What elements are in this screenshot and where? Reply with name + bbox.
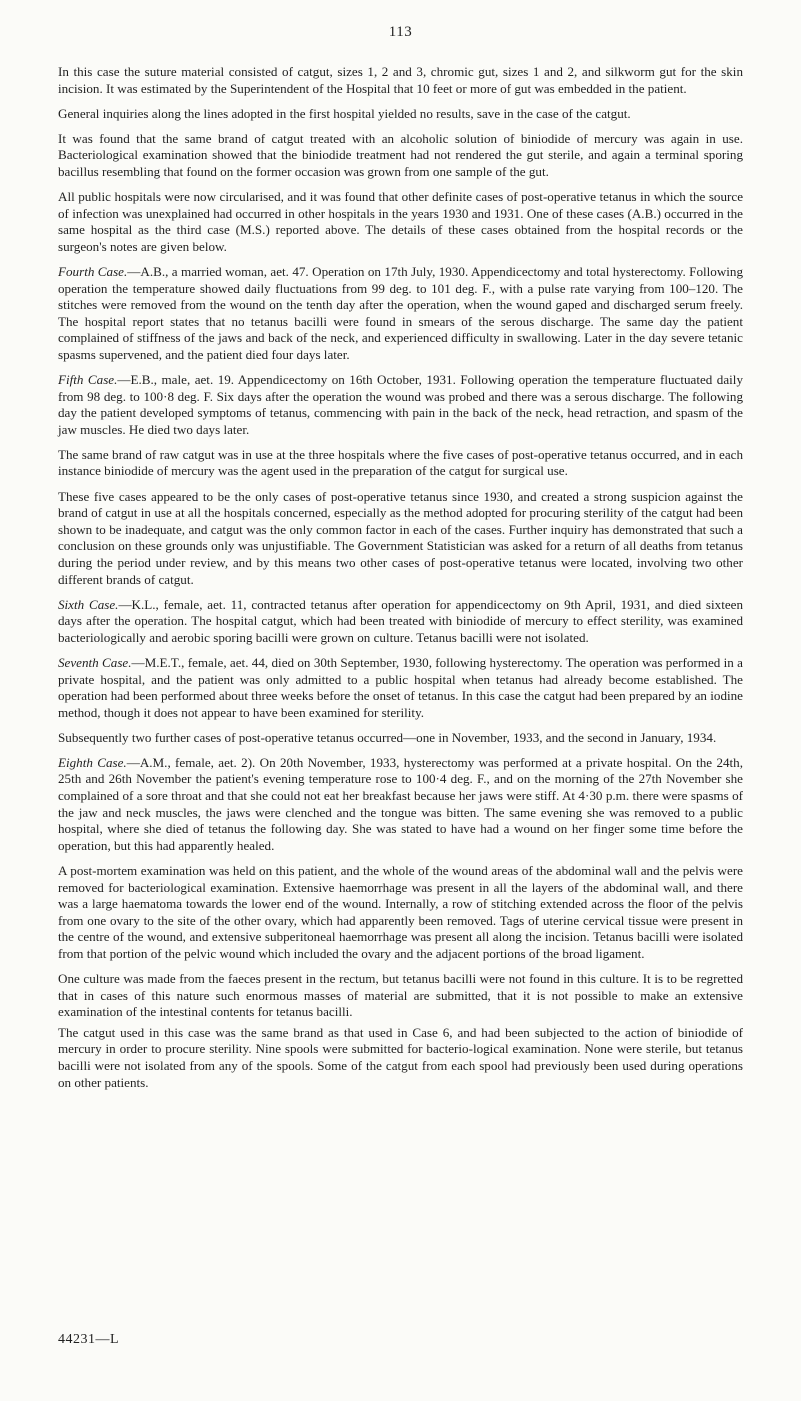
paragraph: [58, 372, 743, 438]
paragraph: [58, 189, 743, 255]
case-heading: Fourth Case.: [58, 263, 128, 279]
paragraph: [58, 971, 743, 1021]
paragraph-text: It was found that the same brand of catgut treated with an alcoholic solution of biniodide of mercury was again in use. Bacteriological examination showed that the biniodide treatment had not rendered the gut sterile, and again a terminal sporing bacillus resembling that found on the former occasion was grown from one sample of the gut.: [58, 130, 743, 179]
paragraph: [58, 755, 743, 855]
paragraph-text: A post-mortem examination was held on this patient, and the whole of the wound areas of the abdominal wall and the pelvis were removed for bacteriological examination. Extensive haemorrhage was present in all the layers of the abdominal wall, and there was a large haematoma towards the lower end of the wound. Internally, a row of stitching extended across the floor of the pelvis from one ovary to the site of the other ovary, which had apparently been removed. Tags of uterine cervical tissue were present in the centre of the wound, and extensive subperitoneal haemorrhage was present all along the incision. Tetanus bacilli were isolated from that portion of the pelvic wound which included the ovary and the adjacent portions of the broad ligament.: [58, 862, 743, 961]
paragraph-text: —A.B., a married woman, aet. 47. Operation on 17th July, 1930. Appendicectomy and total hysterectomy. Following operation the temperature showed daily fluctuations from 99 deg. to 101 deg. F., with a pulse rate varying from 100–120. The stitches were removed from the wound on the tenth day after the operation, when the wound gaped and discharged serum freely. The hospital report states that no tetanus bacilli were found in smears of the serous discharge. The same day the patient complained of stiffness of the jaws and back of the neck, and experienced difficulty in swallowing. Later in the day severe tetanic spasms supervened, and the patient died four days later.: [58, 263, 744, 362]
paragraph-text: —M.E.T., female, aet. 44, died on 30th September, 1930, following hysterectomy. The operation was performed in a private hospital, and the patient was only admitted to a public hospital when tetanus had already become established. The operation had been performed about three weeks before the onset of tetanus. In this case the catgut had been prepared by an iodine method, though it does not appear to have been examined for sterility.: [58, 654, 743, 720]
paragraph: [58, 447, 743, 480]
paragraph: [58, 597, 743, 647]
paragraph: [58, 131, 743, 181]
paragraph-text: The catgut used in this case was the same brand as that used in Case 6, and had been subjected to the action of biniodide of mercury in order to procure sterility. Nine spools were submitted for bacterio-logical examination. None were sterile, but tetanus bacilli were not isolated from any of the spools. Some of the catgut from each spool had previously been used during operations on other patients.: [58, 1024, 743, 1090]
case-heading: Eighth Case.: [58, 754, 127, 770]
paragraph-text: All public hospitals were now circularised, and it was found that other definite cases of post-operative tetanus in which the source of infection was unexplained had occurred in other hospitals in the years 1930 and 1931. One of these cases (A.B.) occurred in the same hospital as the third case (M.S.) reported above. The details of these cases obtained from the hospital records or the surgeon's notes are given below.: [58, 189, 743, 254]
paragraph: [58, 1025, 743, 1091]
paragraph: [58, 264, 743, 364]
case-heading: Fifth Case.: [58, 372, 118, 387]
page-number: 113: [388, 24, 413, 40]
paragraph: [58, 730, 743, 747]
case-heading: Sixth Case.: [58, 596, 119, 612]
case-heading: Seventh Case.: [58, 654, 132, 670]
paragraph-text: —E.B., male, aet. 19. Appendicectomy on 16th October, 1931. Following operation the temperature fluctuated daily from 98 deg. to 100·8 deg. F. Six days after the operation the wound was probed and there was a serous discharge. The following day the patient developed symptoms of tetanus, commencing with pain in the back of the neck, head retraction, and spasm of the jaw muscles. He died two days later.: [58, 372, 743, 437]
paragraph-text: In this case the suture material consisted of catgut, sizes 1, 2 and 3, chromic gut, sizes 1 and 2, and silkworm gut for the skin incision. It was estimated by the Superintendent of the Hospital that 10 feet or more of gut was embedded in the patient.: [58, 64, 743, 96]
paragraph: [58, 655, 743, 721]
body-text: [58, 64, 743, 1100]
paragraph-text: —K.L., female, aet. 11, contracted tetanus after operation for appendicectomy on 9th April, 1931, and died sixteen days after the operation. The hospital catgut, which had been treated with biniodide of mercury to effect sterility, was examined bacteriologically and aerobic sporing bacilli were grown on culture. Tetanus bacilli were not isolated.: [58, 596, 744, 645]
paragraph: [58, 863, 743, 963]
paragraph-text: General inquiries along the lines adopted in the first hospital yielded no results, save in the case of the catgut.: [58, 105, 631, 121]
paragraph-text: These five cases appeared to be the only cases of post-operative tetanus since 1930, and created a strong suspicion against the brand of catgut in use at all the hospitals concerned, especially as the method adopted for procuring sterility of the catgut had been shown to be inadequate, and catgut was the only common factor in each of the cases. Further inquiry has demonstrated that such a conclusion on these grounds only was unjustifiable. The Government Statistician was asked for a return of all deaths from tetanus during the period under review, and by this means two other cases of post-operative tetanus were located, involving two other different brands of catgut.: [58, 488, 743, 587]
paragraph: [58, 489, 743, 589]
paragraph-text: Subsequently two further cases of post-operative tetanus occurred—one in November, 1933, and the second in January, 1934.: [58, 729, 717, 745]
paragraph-text: One culture was made from the faeces present in the rectum, but tetanus bacilli were not found in this culture. It is to be regretted that in cases of this nature such enormous masses of material are submitted, that it is not possible to make an extensive examination of the intestinal contents for tetanus bacilli.: [58, 971, 743, 1020]
paragraph: [58, 64, 743, 97]
paragraph-text: —A.M., female, aet. 2). On 20th November, 1933, hysterectomy was performed at a private hospital. On the 24th, 25th and 26th November the patient's evening temperature rose to 100·4 deg. F., and on the morning of the 27th November she complained of a sore throat and that she could not eat her breakfast because her jaws were stiff. At 4·30 p.m. there were spasms of the jaw and neck muscles, the jaws were clenched and the tongue was bitten. The same evening she was removed to a public hospital, where she died of tetanus the following day. She was stated to have had a wound on her finger some time before the operation, but this had apparently healed.: [58, 754, 744, 853]
page-footer: 44231—L: [58, 1332, 120, 1347]
paragraph: [58, 106, 743, 123]
paragraph-text: The same brand of raw catgut was in use at the three hospitals where the five cases of post-operative tetanus occurred, and in each instance biniodide of mercury was the agent used in the preparation of the catgut for surgical use.: [58, 446, 743, 479]
